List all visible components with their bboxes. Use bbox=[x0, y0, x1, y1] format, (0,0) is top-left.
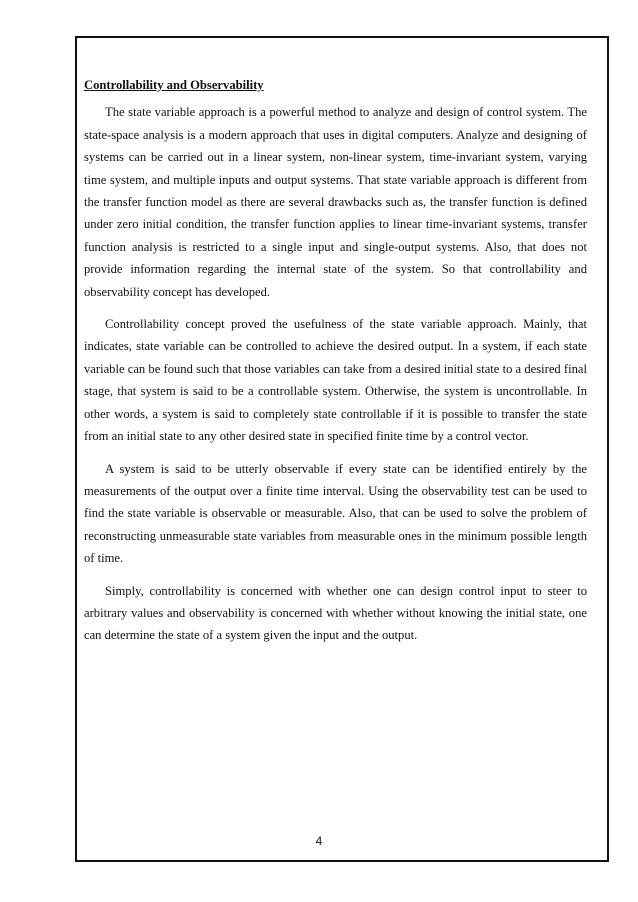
document-body bbox=[84, 74, 587, 657]
section-heading: Controllability and Observability bbox=[84, 78, 264, 92]
paragraph-observability: A system is said to be utterly observable if every state can be identified entirely by the measurements of the output over a finite time interval. Using the observability test can be used to find the state variable is observable or measurable. Also, that can be used to solve the problem of reconstructing unmeasurable state variables from measurable ones in the minimum possible length of time. bbox=[84, 461, 587, 566]
page-number: 4 bbox=[315, 834, 323, 848]
paragraph-summary: Simply, controllability is concerned with whether one can design control input to steer to arbitrary values and observability is concerned with whether without knowing the initial state, one can determine the state of a system given the input and the output. bbox=[84, 583, 587, 643]
paragraph-state-variable-approach: The state variable approach is a powerful method to analyze and design of control system. The state-space analysis is a modern approach that uses in digital computers. Analyze and designing of systems can be carried out in a linear system, non-linear system, time-invariant system, varying time system, and multiple inputs and output systems. That state variable approach is different from the transfer function model as there are several drawbacks such as, the transfer function is defined under zero initial condition, the transfer function applies to linear time-invariant systems, transfer function analysis is restricted to a single input and single-output systems. Also, that does not provide information regarding the internal state of the system. So that controllability and observability concept has developed. bbox=[84, 105, 587, 299]
paragraph-controllability: Controllability concept proved the usefulness of the state variable approach. Mainly, that indicates, state variable can be controlled to achieve the desired output. In a system, if each state variable can be found such that those variables can take from a desired initial state to a desired final stage, that system is said to be a controllable system. Otherwise, the system is uncontrollable. In other words, a system is said to completely state controllable if it is possible to transfer the state from an initial state to any other desired state in specified finite time by a control vector. bbox=[84, 317, 587, 444]
